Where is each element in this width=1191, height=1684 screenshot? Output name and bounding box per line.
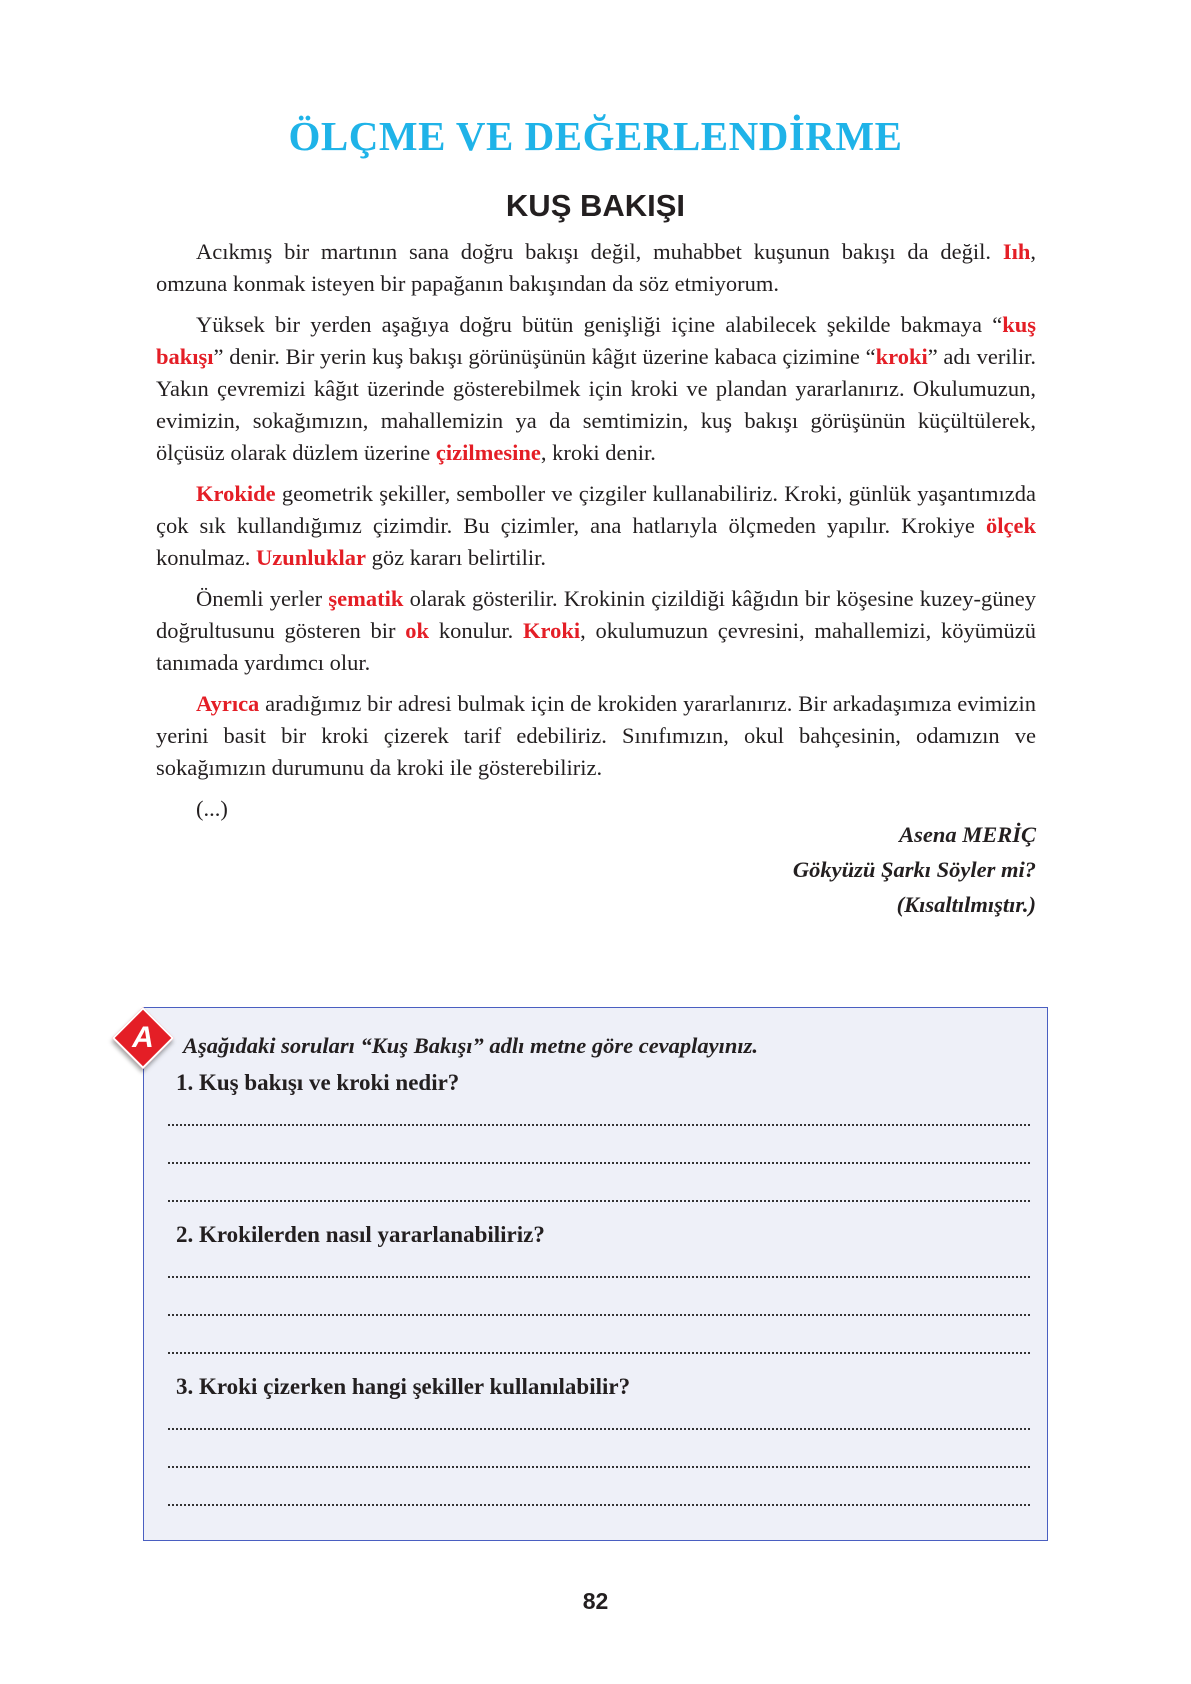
highlighted-term: Uzunluklar	[255, 545, 367, 570]
text-segment: ” adı verilir. Yakın çevremizi kâğıt üzerinde gösterebilmek için kroki ve plandan yararlanırız. Okulumuzun, evimizin, sokağımızın, mahallemizin ya da semtimizin, kuş bakışı görüşünün küçültülerek, ölçüsüz olarak düzlem üzerine	[156, 344, 1036, 465]
article-body	[156, 236, 1036, 834]
author: Asena MERİÇ	[899, 822, 1036, 847]
answer-line[interactable]	[168, 1504, 1030, 1506]
abridged-note: (Kısaltılmıştır.)	[896, 892, 1036, 917]
answer-line[interactable]	[168, 1314, 1030, 1316]
highlighted-term: kuş bakışı	[156, 312, 1036, 369]
text-segment: Acıkmış bir martının sana doğru bakışı değil, muhabbet kuşunun bakışı da değil.	[196, 239, 1003, 264]
text-segment: konulmaz.	[156, 545, 256, 570]
text-segment: (...)	[196, 796, 228, 821]
question-3: 3. Kroki çizerken hangi şekiller kullanılabilir?	[176, 1374, 631, 1399]
paragraph	[156, 236, 1036, 300]
paragraph	[156, 309, 1036, 469]
paragraph	[156, 478, 1036, 574]
source-citation	[793, 817, 1036, 922]
article-title: KUŞ BAKIŞI	[505, 188, 686, 223]
text-segment: , okulumuzun çevresini, mahallemizi, köyümüzü tanımada yardımcı olur.	[156, 618, 1036, 675]
highlighted-term: Iıh	[1002, 239, 1031, 264]
text-segment: , kroki denir.	[540, 440, 656, 465]
highlighted-term: Krokide	[196, 481, 276, 506]
exercise-instruction: Aşağıdaki soruları “Kuş Bakışı” adlı metne göre cevaplayınız.	[183, 1033, 759, 1058]
text-segment: olarak gösterilir. Krokinin çizildiği kâğıdın bir köşesine kuzey-güney doğrultusunu gösteren bir	[156, 586, 1037, 643]
answer-line[interactable]	[168, 1428, 1030, 1430]
text-segment: Yüksek bir yerden aşağıya doğru bütün genişliği içine alabilecek şekilde bakmaya “	[196, 312, 1003, 337]
page-number: 82	[582, 1588, 609, 1614]
text-segment: Önemli yerler	[196, 586, 329, 611]
paragraph	[156, 583, 1036, 679]
answer-line[interactable]	[168, 1352, 1030, 1354]
highlighted-term: ölçek	[986, 513, 1036, 538]
highlighted-term: Kroki	[523, 618, 581, 643]
question-2: 2. Krokilerden nasıl yararlanabiliriz?	[176, 1222, 545, 1247]
text-segment: aradığımız bir adresi bulmak için de krokiden yararlanırız. Bir arkadaşımıza evimizin yerini basit bir kroki çizerek tarif edebiliriz. Sınıfımızın, okul bahçesinin, odamızın ve sokağımızın durumunu da kroki ile gösterebiliriz.	[156, 691, 1036, 780]
highlighted-term: şematik	[328, 586, 404, 611]
question-1: 1. Kuş bakışı ve kroki nedir?	[176, 1070, 460, 1095]
answer-line[interactable]	[168, 1162, 1030, 1164]
answer-line[interactable]	[168, 1124, 1030, 1126]
section-badge-letter: A	[132, 1021, 154, 1054]
answer-line[interactable]	[168, 1276, 1030, 1278]
highlighted-term: Ayrıca	[196, 691, 260, 716]
highlighted-term: kroki	[875, 344, 928, 369]
text-segment: ” denir. Bir yerin kuş bakışı görünüşünün kâğıt üzerine kabaca çizimine “	[213, 344, 876, 369]
text-segment: geometrik şekiller, semboller ve çizgiler kullanabiliriz. Kroki, günlük yaşantımızda çok sık kullandığımız çizimdir. Bu çizimler, ana hatlarıyla ölçmeden yapılır. Krokiye	[156, 481, 1036, 538]
answer-line[interactable]	[168, 1466, 1030, 1468]
book-title: Gökyüzü Şarkı Söyler mi?	[792, 857, 1036, 882]
text-segment: göz kararı belirtilir.	[366, 545, 546, 570]
answer-line[interactable]	[168, 1200, 1030, 1202]
text-segment: konulur.	[429, 618, 523, 643]
paragraph	[156, 688, 1036, 784]
page-title: ÖLÇME VE DEĞERLENDİRME	[288, 113, 903, 159]
text-segment: , omzuna konmak isteyen bir papağanın bakışından da söz etmiyorum.	[156, 239, 1036, 296]
highlighted-term: ok	[405, 618, 430, 643]
highlighted-term: çizilmesine	[435, 440, 541, 465]
